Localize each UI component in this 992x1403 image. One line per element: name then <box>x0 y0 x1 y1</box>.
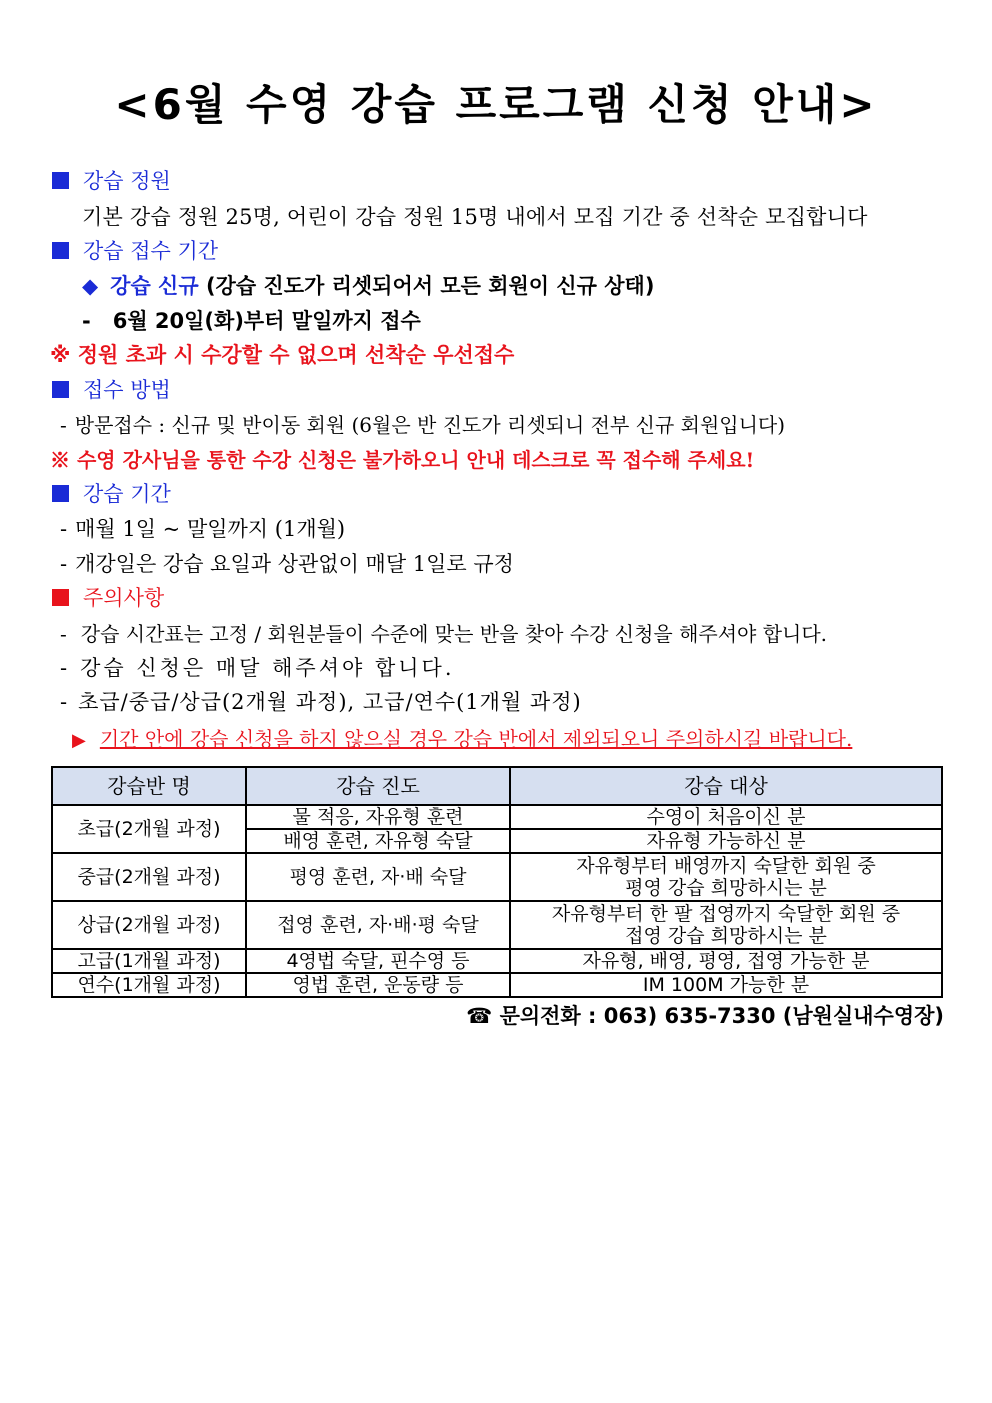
class-name-cell: 중급(2개월 과정) <box>52 853 246 901</box>
section-heading-text: 주의사항 <box>83 586 165 610</box>
class-name-cell: 고급(1개월 과정) <box>52 949 246 973</box>
duration-line-1: - 매월 1일 ~ 말일까지 (1개월) <box>60 517 346 541</box>
target-cell: 자유형 가능하신 분 <box>510 829 942 853</box>
progress-cell: 접영 훈련, 자·배·평 숙달 <box>246 901 510 949</box>
diamond-bullet-icon: ◆ <box>82 274 99 298</box>
duration-line-2: - 개강일은 강습 요일과 상관없이 매달 1일로 규정 <box>60 552 514 576</box>
section-heading-text: 강습 정원 <box>83 169 171 193</box>
course-table <box>51 766 943 998</box>
target-cell <box>510 901 942 949</box>
contact-text: 문의전화 : 063) 635-7330 (남원실내수영장) <box>499 1004 944 1028</box>
notes-warning <box>72 724 852 756</box>
target-line: 자유형부터 한 팔 접영까지 숙달한 회원 중 <box>551 903 901 925</box>
progress-cell: 배영 훈련, 자유형 숙달 <box>246 829 510 853</box>
target-line: 자유형부터 배영까지 숙달한 회원 중 <box>576 855 876 877</box>
contact-line <box>466 1000 944 1030</box>
target-line: 평영 강습 희망하시는 분 <box>625 877 827 899</box>
table-row <box>52 853 942 901</box>
class-name-cell: 상급(2개월 과정) <box>52 901 246 949</box>
table-row <box>52 949 942 973</box>
section-duration-heading <box>52 479 171 509</box>
target-cell: 자유형, 배영, 평영, 접영 가능한 분 <box>510 949 942 973</box>
duration-line-2-text: 개강일은 강습 요일과 상관없이 매달 1일로 규정 <box>75 552 514 576</box>
progress-cell: 4영법 숙달, 핀수영 등 <box>246 949 510 973</box>
method-line-1: - 방문접수 : 신규 및 반이동 회원 (6월은 반 진도가 리셋되니 전부 신규 회원입니다) <box>60 413 786 437</box>
target-line: 접영 강습 희망하시는 분 <box>625 925 827 947</box>
square-bullet-icon <box>52 381 69 398</box>
class-name-cell: 연수(1개월 과정) <box>52 973 246 997</box>
notes-warning-text: 기간 안에 강습 신청을 하지 않으실 경우 강습 반에서 제외되오니 주의하시길 바랍니다. <box>99 727 853 751</box>
square-bullet-icon <box>52 485 69 502</box>
period-new-line <box>82 271 654 301</box>
notes-line-1: - 강습 시간표는 고정 / 회원분들이 수준에 맞는 반을 찾아 수강 신청을 해주셔야 합니다. <box>60 622 828 646</box>
section-period-heading <box>52 236 218 266</box>
target-cell: IM 100M 가능한 분 <box>510 973 942 997</box>
progress-cell: 영법 훈련, 운동량 등 <box>246 973 510 997</box>
period-warning: ※ 정원 초과 시 수강할 수 없으며 선착순 우선접수 <box>50 343 515 367</box>
notes-line-3: - 초급/중급/상급(2개월 과정), 고급/연수(1개월 과정) <box>60 690 582 714</box>
target-cell: 수영이 처음이신 분 <box>510 805 942 829</box>
notes-line-2: - 강습 신청은 매달 해주셔야 합니다. <box>60 656 455 680</box>
header-class-name: 강습반 명 <box>52 767 246 805</box>
duration-line-1-text: 매월 1일 ~ 말일까지 (1개월) <box>75 517 346 541</box>
section-heading-text: 강습 접수 기간 <box>83 239 219 263</box>
table-row <box>52 973 942 997</box>
period-new-note: (강습 진도가 리셋되어서 모든 회원이 신규 상태) <box>205 274 655 298</box>
notes-line-3-text: 초급/중급/상급(2개월 과정), 고급/연수(1개월 과정) <box>78 690 582 714</box>
square-bullet-icon <box>52 242 69 259</box>
phone-icon: ☎ <box>466 1004 493 1028</box>
class-name-cell: 초급(2개월 과정) <box>52 805 246 853</box>
section-capacity-heading <box>52 166 171 196</box>
square-bullet-icon <box>52 172 69 189</box>
table-row <box>52 805 942 829</box>
target-cell <box>510 853 942 901</box>
period-date-text: 6월 20일(화)부터 말일까지 접수 <box>112 309 421 333</box>
section-method-heading <box>52 375 171 405</box>
square-bullet-icon <box>52 589 69 606</box>
period-date-line: - 6월 20일(화)부터 말일까지 접수 <box>82 309 421 333</box>
section-heading-text: 접수 방법 <box>83 378 171 402</box>
progress-cell: 평영 훈련, 자·배 숙달 <box>246 853 510 901</box>
notes-line-2-text: 강습 신청은 매달 해주셔야 합니다. <box>80 656 455 680</box>
section-notes-heading <box>52 583 164 613</box>
table-row <box>52 901 942 949</box>
period-new-label: 강습 신규 <box>110 274 199 298</box>
notes-line-1-text: 강습 시간표는 고정 / 회원분들이 수준에 맞는 반을 찾아 수강 신청을 해주셔야 합니다. <box>80 622 828 646</box>
progress-cell: 물 적응, 자유형 훈련 <box>246 805 510 829</box>
header-target: 강습 대상 <box>510 767 942 805</box>
triangle-bullet-icon: ▶ <box>72 730 86 751</box>
method-line-1-text: 방문접수 : 신규 및 반이동 회원 (6월은 반 진도가 리셋되니 전부 신규 회원입니다) <box>74 413 786 437</box>
capacity-text: 기본 강습 정원 25명, 어린이 강습 정원 15명 내에서 모집 기간 중 선착순 모집합니다 <box>82 205 868 229</box>
page-title: <6월 수영 강습 프로그램 신청 안내> <box>114 80 878 129</box>
method-warning: ※ 수영 강사님을 통한 수강 신청은 불가하오니 안내 데스크로 꼭 접수해 주세요! <box>50 448 755 472</box>
table-header-row <box>52 767 942 805</box>
header-progress: 강습 진도 <box>246 767 510 805</box>
section-heading-text: 강습 기간 <box>83 482 171 506</box>
